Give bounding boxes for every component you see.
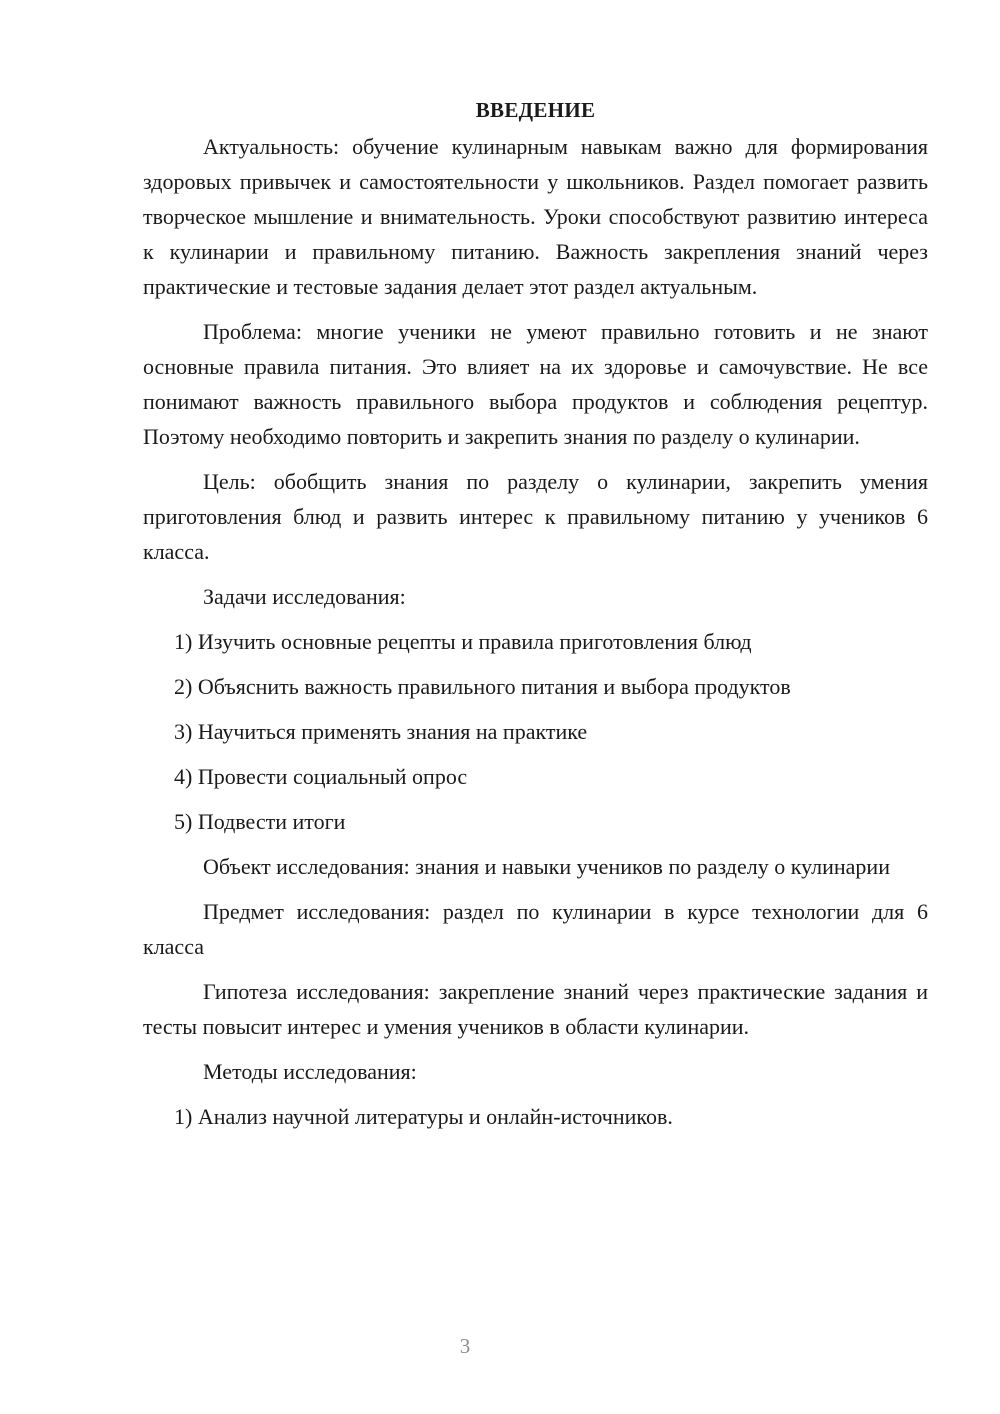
task-item-4: 4) Провести социальный опрос	[174, 764, 468, 789]
section-title: ВВЕДЕНИЕ	[475, 98, 596, 122]
problem-paragraph: Проблема: многие ученики не умеют правильно готовить и не знают основные правила питания. Это влияет на их здоровье и самочувствие. Не все понимают важность правильного выбора продуктов и соблюдения рецептур. Поэтому необходимо повторить и закрепить знания по разделу о кулинарии.	[143, 319, 928, 449]
task-item-5: 5) Подвести итоги	[174, 809, 346, 834]
tasks-heading: Задачи исследования:	[203, 584, 406, 609]
object-paragraph: Объект исследования: знания и навыки учеников по разделу о кулинарии	[203, 854, 890, 879]
task-item-1: 1) Изучить основные рецепты и правила приготовления блюд	[174, 629, 752, 654]
methods-list	[143, 1099, 928, 1134]
page-number: 3	[459, 1334, 471, 1358]
goal-paragraph: Цель: обобщить знания по разделу о кулинарии, закрепить умения приготовления блюд и развить интерес к правильному питанию у учеников 6 класса.	[143, 469, 928, 564]
task-item-3: 3) Научиться применять знания на практике	[174, 719, 588, 744]
methods-heading: Методы исследования:	[203, 1059, 417, 1084]
method-item-1: 1) Анализ научной литературы и онлайн-источников.	[174, 1104, 673, 1129]
document-page	[143, 95, 928, 1144]
relevance-paragraph: Актуальность: обучение кулинарным навыкам важно для формирования здоровых привычек и самостоятельности у школьников. Раздел помогает развить творческое мышление и внимательность. Уроки способствуют развитию интереса к кулинарии и правильному питанию. Важность закрепления знаний через практические и тестовые задания делает этот раздел актуальным.	[143, 134, 928, 299]
tasks-list	[143, 624, 928, 839]
hypothesis-paragraph: Гипотеза исследования: закрепление знаний через практические задания и тесты повысит интерес и умения учеников в области кулинарии.	[143, 979, 928, 1039]
subject-paragraph: Предмет исследования: раздел по кулинарии в курсе технологии для 6 класса	[143, 899, 928, 959]
task-item-2: 2) Объяснить важность правильного питания и выбора продуктов	[174, 674, 791, 699]
